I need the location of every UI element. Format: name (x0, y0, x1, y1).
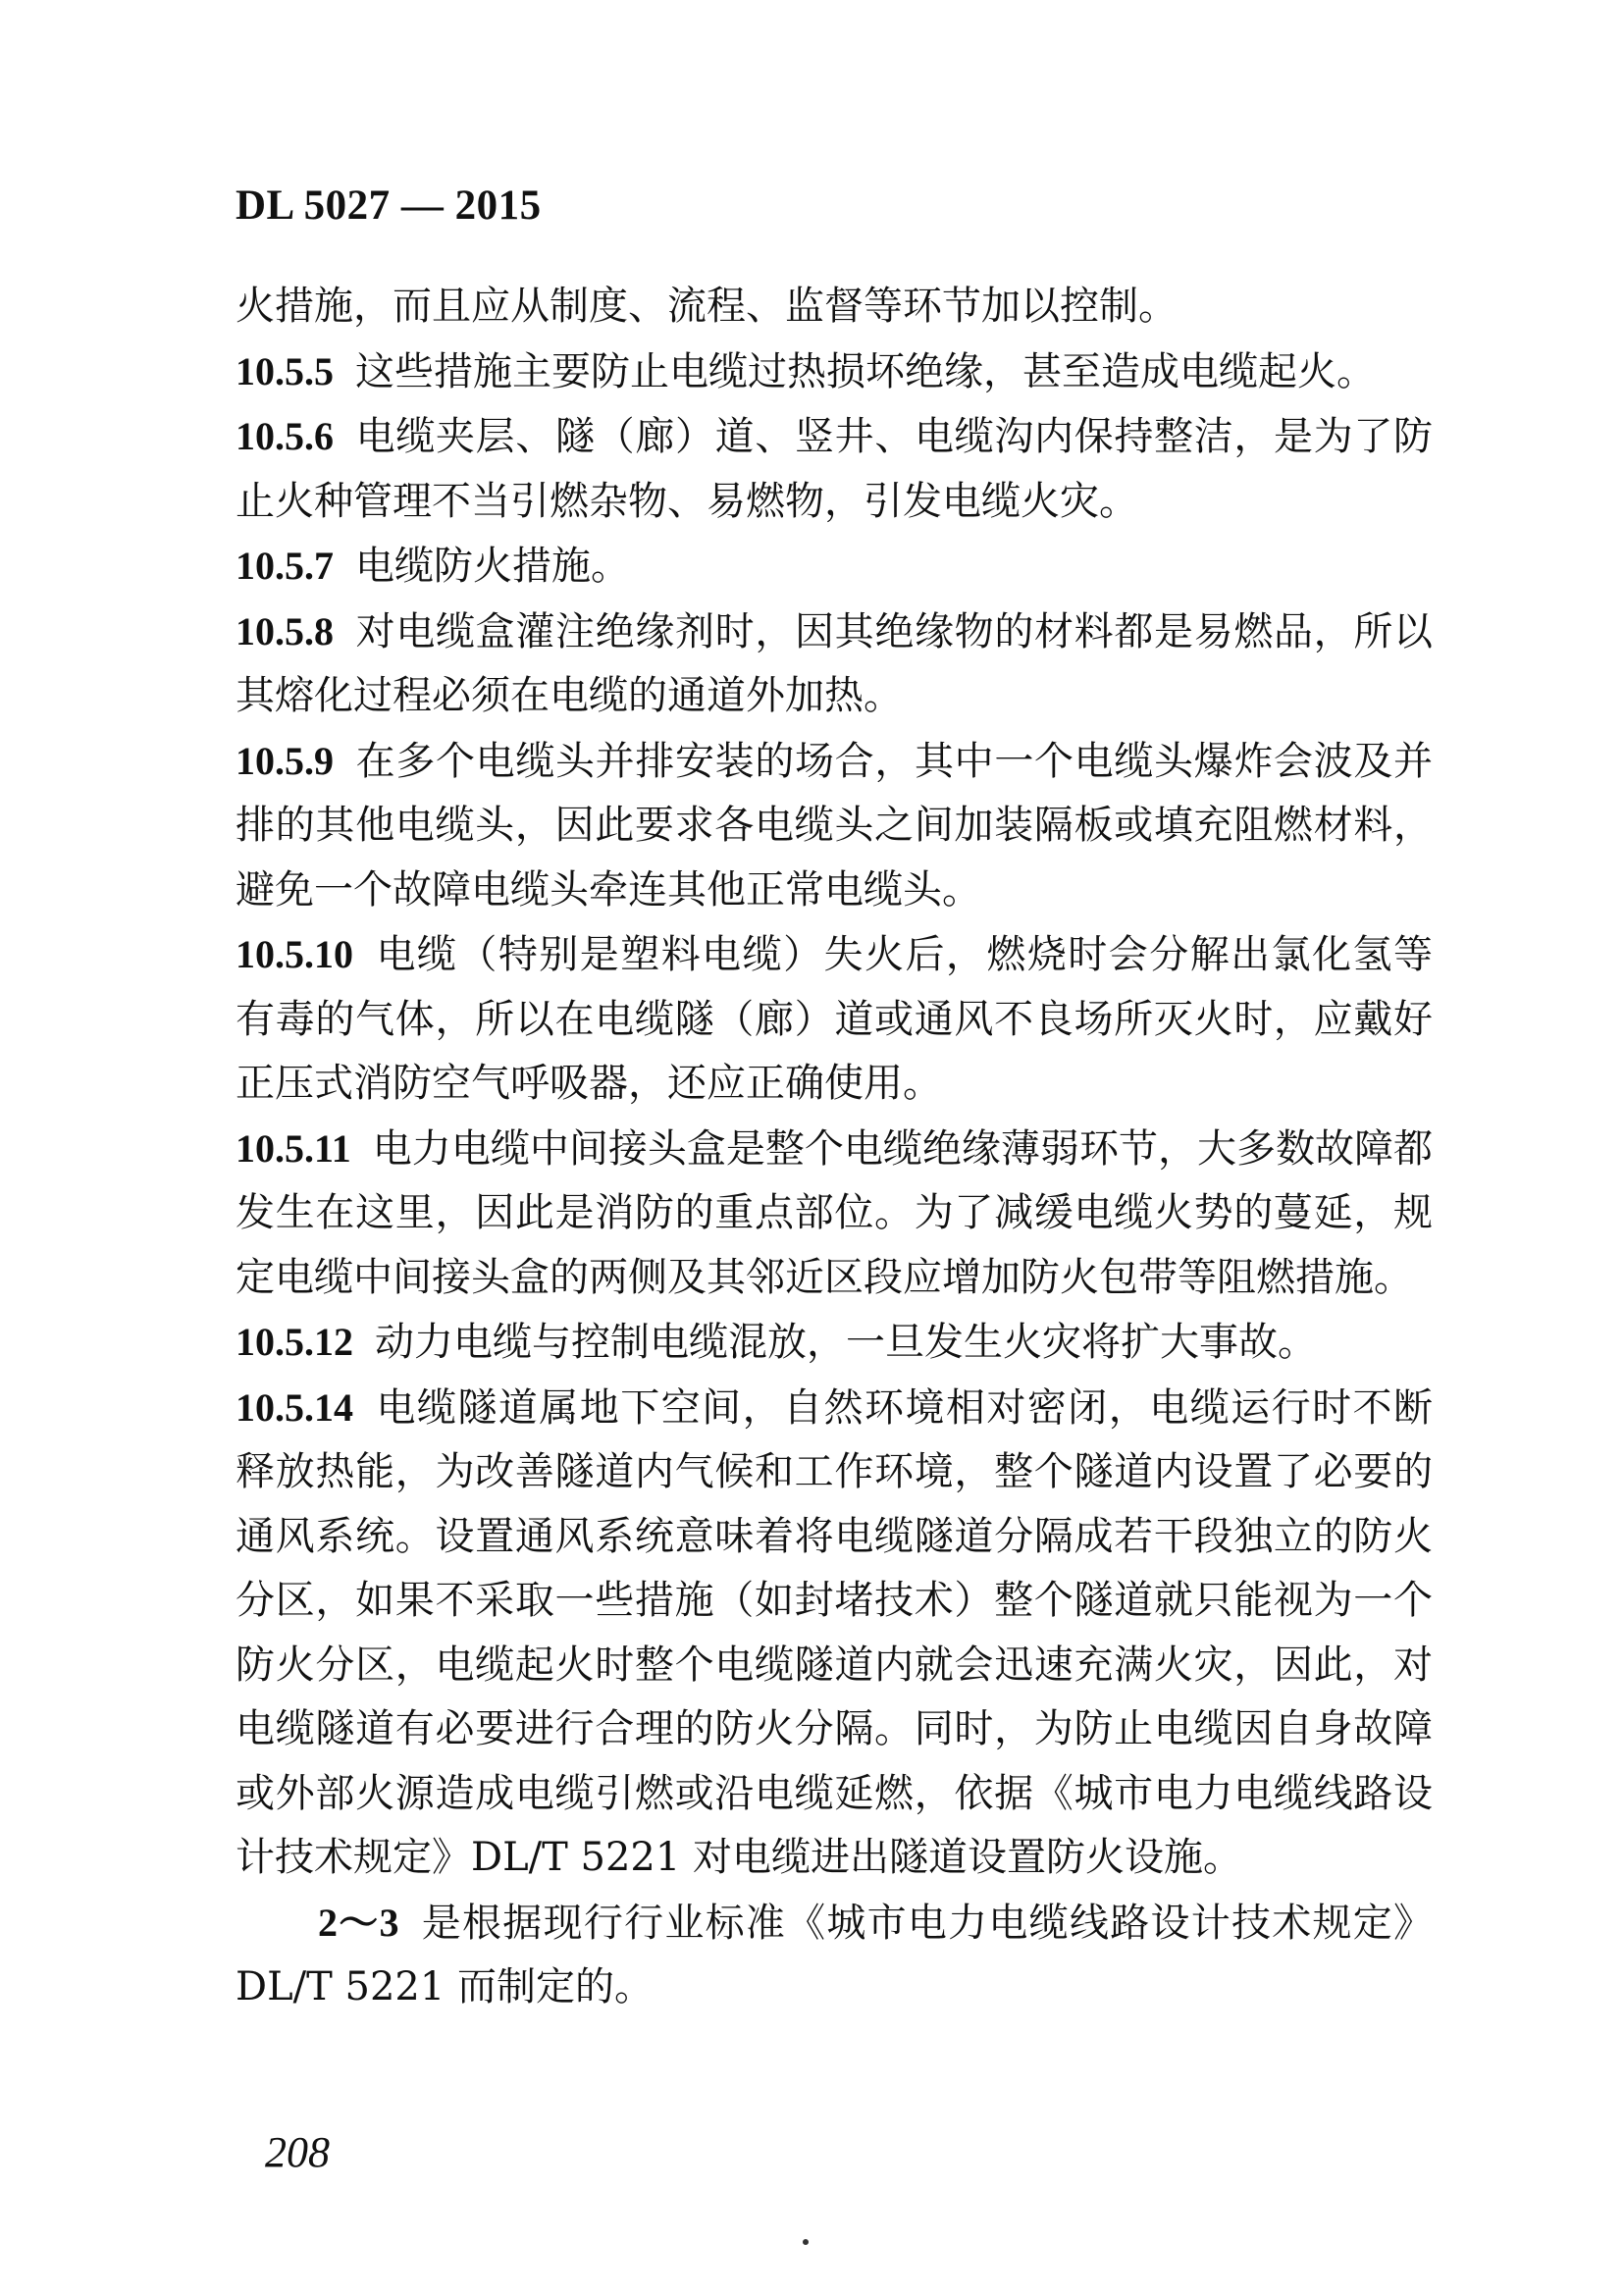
paragraph-continuation (236, 275, 1433, 339)
clause-10-5-10 (236, 922, 1433, 1117)
clause-text: 电缆夹层、隧（廊）道、竖井、电缆沟内保持整洁，是为了防止火种管理不当引燃杂物、易燃物，引发电缆火灾。 (236, 414, 1433, 524)
clause-number: 10.5.12 (236, 1320, 353, 1364)
clause-10-5-12 (236, 1310, 1433, 1376)
clause-text: 对电缆盒灌注绝缘剂时，因其绝缘物的材料都是易燃品，所以其熔化过程必须在电缆的通道外加热。 (236, 608, 1433, 718)
clause-text: 动力电缆与控制电缆混放，一旦发生火灾将扩大事故。 (375, 1320, 1317, 1365)
clause-items-2-3 (236, 1891, 1433, 2020)
clause-number: 10.5.6 (236, 414, 334, 458)
clause-text: 在多个电缆头并排安装的场合，其中一个电缆头爆炸会波及并排的其他电缆头，因此要求各电缆头之间加装隔板或填充阻燃材料，避免一个故障电缆头牵连其他正常电缆头。 (236, 738, 1433, 913)
clause-10-5-9 (236, 729, 1433, 923)
clause-text: 是根据现行行业标准《城市电力电缆线路设计技术规定》DL/T 5221 而制定的。 (236, 1900, 1434, 2009)
clause-number: 10.5.8 (236, 608, 334, 653)
clause-10-5-7 (236, 534, 1433, 600)
clause-number: 10.5.5 (236, 348, 334, 393)
clause-10-5-14 (236, 1376, 1433, 1891)
clause-10-5-8 (236, 600, 1433, 729)
clause-text: 这些措施主要防止电缆过热损坏绝缘，甚至造成电缆起火。 (355, 348, 1376, 394)
clause-number: 10.5.7 (236, 544, 334, 588)
clause-number: 10.5.14 (236, 1384, 353, 1430)
clause-10-5-6 (236, 404, 1433, 534)
clause-text: 电缆防火措施。 (355, 544, 630, 589)
clause-number: 10.5.11 (236, 1125, 351, 1171)
scan-speck (803, 2239, 809, 2245)
item-range-number: 2～3 (318, 1900, 399, 1945)
clause-number: 10.5.9 (236, 738, 334, 783)
clause-10-5-11 (236, 1117, 1433, 1311)
clause-number: 10.5.10 (236, 932, 353, 976)
body-text (236, 275, 1433, 2020)
standard-code-header: DL 5027 — 2015 (236, 183, 542, 229)
clause-10-5-5 (236, 339, 1433, 405)
paragraph-text: 火措施，而且应从制度、流程、监督等环节加以控制。 (236, 284, 1178, 329)
page-number: 208 (265, 2128, 330, 2176)
clause-text: 电缆（特别是塑料电缆）失火后，燃烧时会分解出氯化氢等有毒的气体，所以在电缆隧（廊）道或通风不良场所灭火时，应戴好正压式消防空气呼吸器，还应正确使用。 (236, 932, 1433, 1106)
clause-text: 电缆隧道属地下空间，自然环境相对密闭，电缆运行时不断释放热能，为改善隧道内气候和工作环境，整个隧道内设置了必要的通风系统。设置通风系统意味着将电缆隧道分隔成若干段独立的防火分区，如果不采取一些措施（如封堵技术）整个隧道就只能视为一个防火分区，电缆起火时整个电缆隧道内就会迅速充满火灾，因此，对电缆隧道有必要进行合理的防火分隔。同时，为防止电缆因自身故障或外部火源造成电缆引燃或沿电缆延燃，依据《城市电力电缆线路设计技术规定》DL/T 5221 对电缆进出隧道设置防火设施。 (236, 1384, 1433, 1880)
clause-text: 电力电缆中间接头盒是整个电缆绝缘薄弱环节，大多数故障都发生在这里，因此是消防的重点部位。为了减缓电缆火势的蔓延，规定电缆中间接头盒的两侧及其邻近区段应增加防火包带等阻燃措施。 (236, 1125, 1433, 1300)
